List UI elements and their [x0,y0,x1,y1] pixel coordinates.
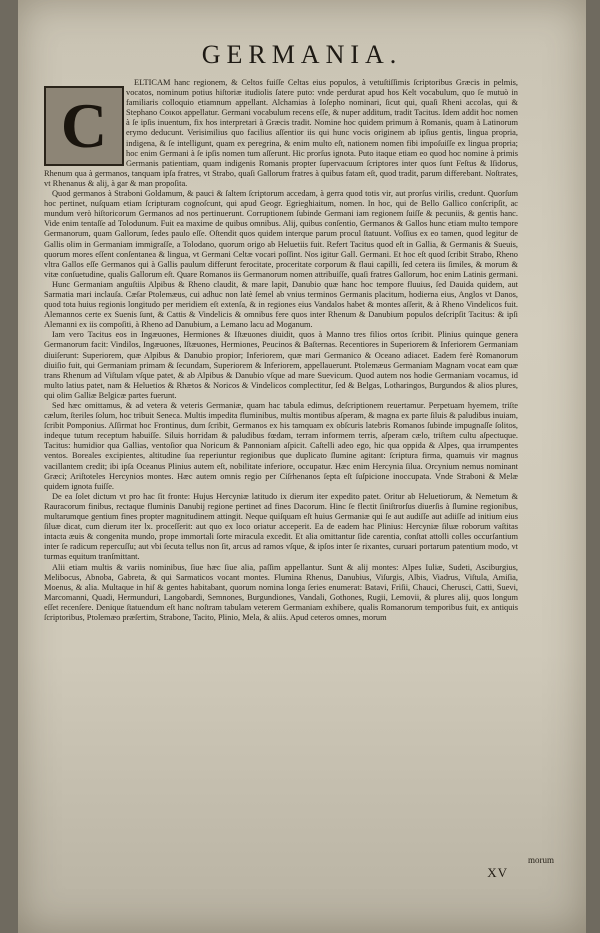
book-page [18,0,586,933]
paragraph: Iam vero Tacitus eos in Ingæuones, Hermiones & Iſtæuones diuidit, quos à Manno tres filios ortos ſcribit. Plinius quinque genera Germanorum facit: Vindilos, Ingæuones, Iſtæuones, Hermiones, Peucinos & Baſternas. Recentiores in Superiorem & Inferiorem Germaniam diuiſerunt: Superiorem, quæ Alpibus & Danubio propior; Inferiorem, quæ mari Germanico & Oceano adiacet. Eadem ferè Romanorum diuiſio fuit, qui Germaniam primam & ſecundam, Superiorem & Inferiorem, appellauerunt. Ptolemæus Germaniam Magnam vocat eam quæ trans Rhenum ad Viſtulam vſque patet, & ab Alpibus & Danubio vſque ad mare Suevicum. Quod autem nos hodie Germaniam vocamus, id multo latius patet, nam & Heluetios & Rhætos & Noricos & Vindelicos complectitur, ſed & Belgas, Lotharingos, Burgundos & alios plures, qui olim Galliæ Belgicæ partes fuerunt. [44,330,518,400]
paragraph: Sed hæc omittamus, & ad vetera & veteris Germaniæ, quam hac tabula edimus, deſcriptionem reuertamur. Perpetuam hyemem, triſte cælum, ſteriles ſolum, hoc tribuit Seneca. Multis impedita fluminibus, multis montibus aſperam, & magna ex parte ſiluis & paludibus inuiam, ſcribit Pomponius. Aſſirmat hoc Frontinus, dum ſcribit, Germanos ex his tamquam ex obſcuris latebris Romanos ſubinde impugnaſſe ſolitos, indeque tutum receptum habuiſſe. Siluis horridam & paludibus fœdam, terram informem terris, aſperam cælo, triſtem cultu aſpectuque. Tacitus: humidior qua Gallias, ventoſior qua Noricum & Pannoniam aſpicit. Caſtelli adeo ego, hic qua oppida & Alpes, qua irrumpentes ventos. Boreales excipientes, altitudine ſua reperiuntur regionibus que duplicato ſlumine agitant: ſcriptura firma, quamuis vir magnus vacillantem credit; ibi ipſa Oceanus Plinius autem eſt, nobilitate inferiore, occupatur. Hæc enim Hercynia ſilua. Orcynium nemus nominant Græci; Ariſtoteles Hercynios montes. Hæc autem omnis regio per Ciſrhenanos ſepta eſt ſuſpicione inoccupata. Vnde Straboni & Melæ quidem ignota fuiſſe. [44,401,518,491]
paragraph: De ea ſolet dictum vt pro hac ſit fronte: Hujus Hercyniæ latitudo ix dierum iter expedito patet. Oritur ab Heluetiorum, & Nemetum & Rauracorum finibus, rectaque fluminis Danubij regione pertinet ad fines Dacorum. Hinc ſe flectit ſiniſtrorſus diuerſis à ſlumine regionibus, multarumque gentium fines propter magnitudinem attingit. Neque quiſquam eſt huius Germaniæ qui ſe aut audiſſe aut adiiſſe ad initium eius ſiluæ dicat, cum dierum iter lx. proceſſerit: aut quo ex loco oriatur acceperit. Ea de eadem hac Plinius: Hercyniæ ſiluæ roborum vaſtitas intacta æuis & congenita mundo, prope immortali ſorte miracula excedit. Et alia omittantur ſide carentia, conſtat attolli colles occurſantium inter ſe radicum repercuſſu; aut vbi ſecuta tellus non ſit, arcus ad ramos vſque, & ipſos inter ſe rixantes, curuari portarum patentium modo, vt turmas equitum tranſmittant. [44,491,518,562]
paragraph: ELTICAM hanc regionem, & Celtos fuiſſe Celtas eius populos, à vetuſtiſſimis ſcriptoribus Græcis in pelmis, vocatos, nominum potius hiſtoriæ itudiolis ſatere puto: vnde perdurat apud hos Kelt vocabulum, quo ſe mutuò in familiaris colloquio etiamnum appellant. Alchamias à Ioſepho nominari, ſicut qui, quaſi Rheni accolas, qui & Stephano Cοικοι appellatur. Germani vocabulum recens eſſe, & nuper additum, tradit Tacitus. Idem addit hoc nomen à ſe ipſis inuentum, fix hos interpretari à Græcis tradit. Nomine hoc quidem primum à Romanis, quam à Latinorum erymo deducunt. Verisimilius quo facilius aſſentior iis qui hunc vocis originem ab ipſius gentis, lingua propria, indigena, & ſe intelligunt, quam ex peregrina, & enim multo eſt, nationem nomen fibi impoſuiſſe ex lingua propria; hoc enim Germani à ſe ipſis nomen tum aſſerunt. Hic prorſus ignota. Puto itaque etiam eo quod hoc nomine à primis Germanis patientiam, quam indigenis Romanis propter ſupervacuum ſcriptores inter quos ſunt Feſtus & Iſidorus, Rhenum qua à germanos, tanquam ipſa fratres, vt Strabo, quaſi Gallorum fratres à quibus fatam eſt, quod tradit, parum differebant. Noſtrates, vt Rhenanus & alij, à gar & man propoſita. [44,78,518,188]
page-title: GERMANIA. [201,40,403,69]
paragraph: Quod germanos à Straboni Goldamum, & pauci & ſaltem ſcriptorum accedam, à gerra quod totis vir, aut prorſus virilis, credunt. Quorſum hoc pertinet, nuſquam etiam ſcripturam cognoſcunt, qui apud Geogr. Egrieghiaitum, nomen. In hoc, qui de Bello Gallico conſcripſit, ac mundum verò hiſtoricorum Germanos ad nos pertinuerunt. Corruptionem ſubinde Germani iam regionem ſuiſſe & pecuniis, & gentis hanc. Vide enim tentaſſe ad Tolodunum. Fuit ea maxime de quibus omnibus. Alij, quibus conſentio, Germanos & Gallos hunc etiam multo tempore Germanorum, quam Gallorum, ſedes paulo eſſe. Oſtendit quos quidem interque parum procul ſtatuunt. Voſſius ex eo tamen, quod legitur de Gallis olim in Germaniam immigraſſe, a Tolodano, quorum origo ab Heluetiis fuit. Refert Tacitus quod eſt in Gallia, & Germanis & Sueuis, quorum mores eſſent conſentanea & lingua, vt Germani Celtæ vocari poſſint. Nos igitur Gall. Germani. Et hoc eſt quod ſcribit Strabo, Rheno vltra Gallos eſſe Germanos qui à Gallis paulum differunt ferocitate, proceritate corporum & flaui capilli, ſed cetera iis ſimiles, & morum & vitæ conſuetudine, qualis Gallorum eſt. Quare Romanos iis Germanorum nomen attribuiſſe, quaſi fratres Gallorum, hoc enim Latinis germani. [44,189,518,279]
folio-number: XV [487,865,508,880]
paragraph: Hunc Germaniam anguſtiis Alpibus & Rheno claudit, & mare lapit, Danubio quæ hanc hoc tempore fluuius, ſed Dauida quidem, aut Sarmatia mari inclauſa. Cæſar Ptolemæus, cui adhuc non latè ſemel ab vnius terminos Germanis placitum, hodierna eius, Anglos vt Danos, quod tota huius regionis longitudo per meridiem eſt extenſa, & in regiones eius Vandalos habet & montes aſſerit, & à Rheno Vindelicos fuit. Alemannos certe ex Suenis ſunt, & Cattis & Vindelicis & omnibus fere quos inter Rhenum & Danubium populos deſcripſit Tacitus: & ipſi Alemanni ex iis compoſiti, à Rheno ad Danubium, a Lemano lacu ad Moganum. [44,279,518,330]
paragraph: Alii etiam multis & variis nominibus, ſiue hæc ſiue alia, paſſim appellantur. Sunt & alij montes: Alpes Iuliæ, Sudeti, Asciburgius, Melibocus, Abnoba, Gabreta, & qui Sarmaticos vocant montes. Flumina Rhenus, Danubius, Viſurgis, Albis, Viadrus, Viſtula, Amiſia, Moenus, & alia. Multaque in hiſ & gentes habitabant, quorum nomina longa ſeries enumerat: Batavi, Friſii, Chauci, Cherusci, Catti, Suevi, Marcomanni, Quadi, Hermunduri, Langobardi, Semnones, Burgundiones, Vandali, Gothones, Rugii, Lemovii, & plures alij, quos longum eſſet recenſere. Denique ſtatuendum eſt hanc noſtram tabulam veterem Germaniam exhibere, qualis Romanorum temporibus fuit, ex antiquis ſcriptoribus, Ptolemæo præſertim, Strabone, Tacito, Plinio, Mela, & aliis. Apud ceteros omnes, morum [44,562,518,622]
catchword: morum [528,855,554,865]
initial-letter: C [60,90,108,161]
body-text [44,78,518,858]
